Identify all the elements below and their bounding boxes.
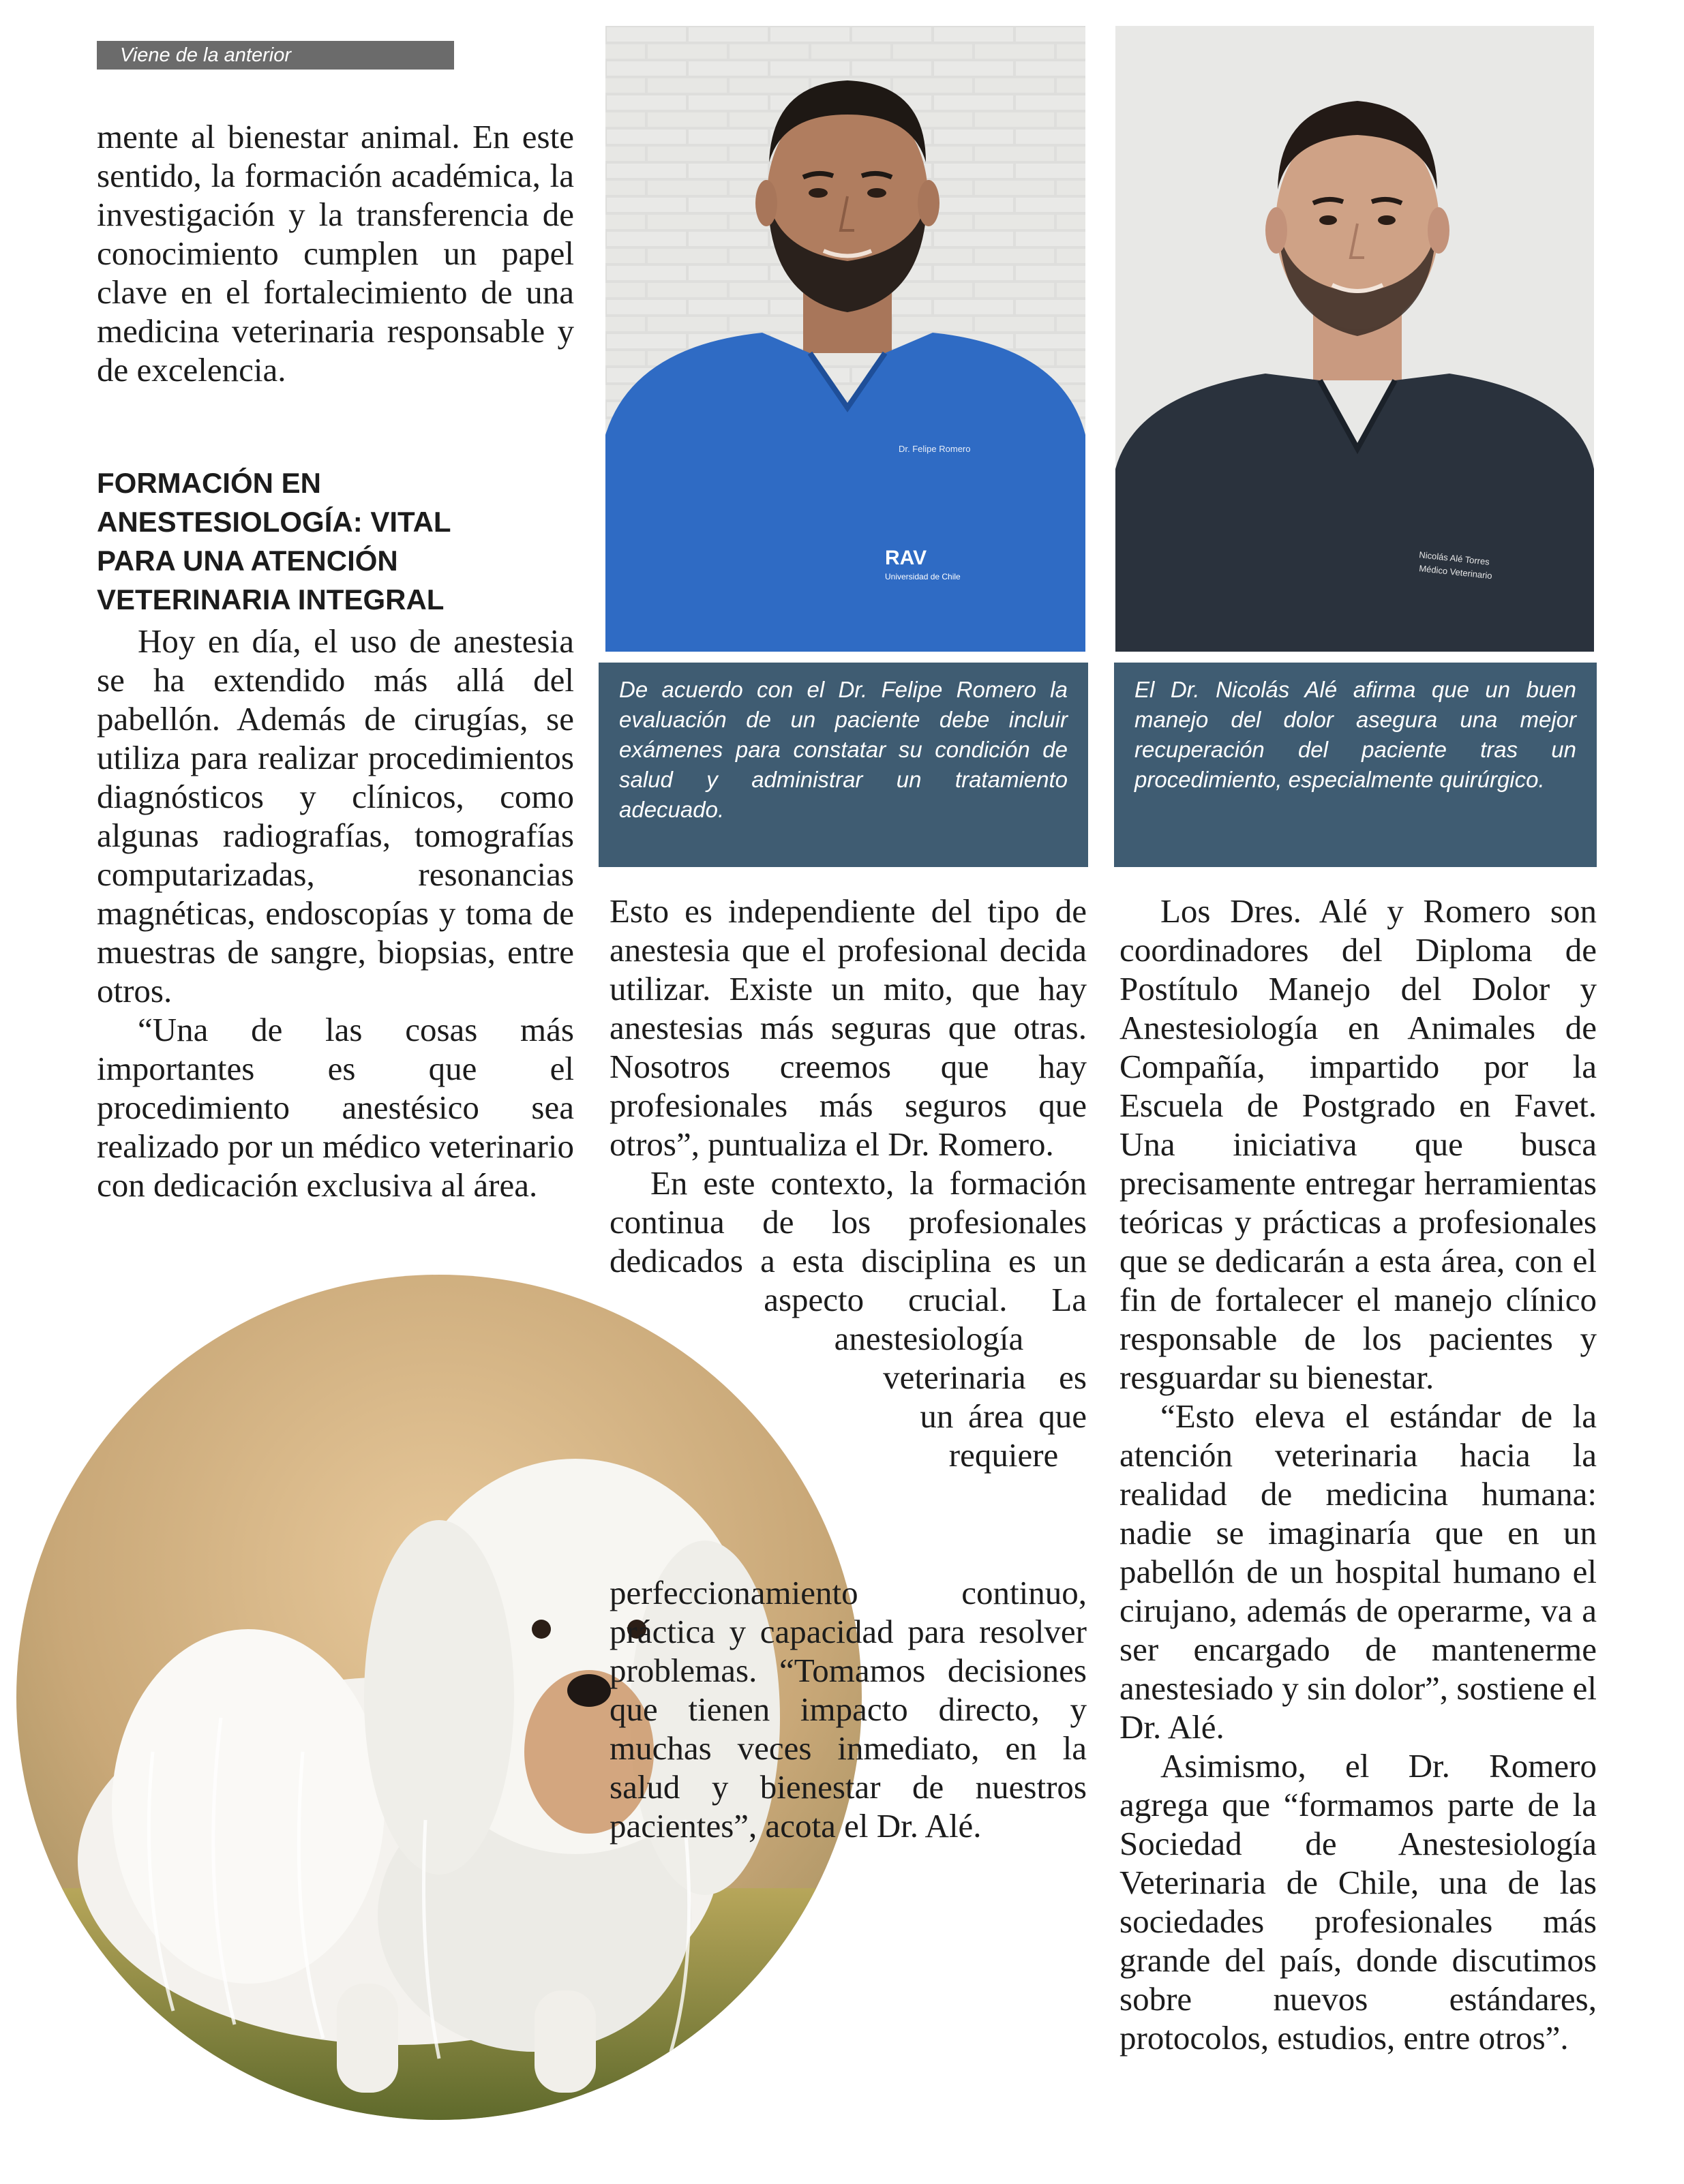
photo-felipe-romero bbox=[605, 26, 1085, 652]
column-1-intro bbox=[97, 117, 574, 389]
rav-logo-text: RAV bbox=[885, 547, 927, 569]
photo-nicolas-ale bbox=[1115, 26, 1594, 652]
column-1-body bbox=[97, 622, 574, 1204]
caption-ale: El Dr. Nicolás Alé afirma que un buen manejo del dolor asegura una mejor recuperación del paciente tras un procedimiento, especialmente quirúrgico. bbox=[1114, 663, 1597, 867]
scrub-name-text-ale: Nicolás Alé Torres bbox=[1418, 549, 1490, 567]
scrub-name-text: Dr. Felipe Romero bbox=[899, 444, 971, 454]
paragraph-continuous-training: En este contexto, la formación continua de los profesionales dedicados a esta disciplina es un aspecto crucial. La anestesiología veterinaria es un área que requiere perfeccionamiento continuo, práctica y capacidad para resolver problemas. “Tomamos decisiones que tienen impacto directo, y muchas veces inmediato, en la salud y bienestar de nuestros pacientes”, acota el Dr. Alé. bbox=[610, 1164, 1087, 1845]
paragraph-quote-ale: “Esto eleva el estándar de la atención veterinaria hacia la realidad de medicina humana: nadie se imaginaría que en un pabellón de un hospital humano el cirujano, además de operarme, va a ser encargado de mantenerme anestesiado y sin dolor”, sostiene el Dr. Alé. bbox=[1119, 1397, 1597, 1746]
section-heading: FORMACIÓN EN ANESTESIOLOGÍA: VITAL PARA UNA ATENCIÓN VETERINARIA INTEGRAL bbox=[97, 467, 451, 616]
paragraph-intro: mente al bienestar animal. En este sentido, la formación académica, la investigación y la transferencia de conocimiento cumplen un papel clave en el fortalecimiento de una medicina veterinaria responsable y de excelencia. bbox=[97, 118, 574, 389]
column-2 bbox=[610, 892, 1087, 1845]
paragraph-anesthesia-uses: Hoy en día, el uso de anestesia se ha extendido más allá del pabellón. Además de cirugías, se utiliza para realizar procedimientos diagnósticos y clínicos, como algunas radiografías, tomografías computarizadas, resonancias magnéticas, endoscopías y toma de muestras de sangre, biopsias, entre otros. bbox=[97, 622, 574, 1010]
paragraph-quote-romero: “Una de las cosas más importantes es que el procedimiento anestésico sea realizado por un médico veterinario con dedicación exclusiva al área. bbox=[97, 1011, 574, 1204]
university-logo-text: Universidad de Chile bbox=[885, 572, 961, 581]
portrait-romero-illustration bbox=[605, 26, 1085, 652]
caption-romero: De acuerdo con el Dr. Felipe Romero la evaluación de un paciente debe incluir exámenes para constatar su condición de salud y administrar un tratamiento adecuado. bbox=[599, 663, 1088, 867]
column-3 bbox=[1119, 892, 1597, 2057]
portrait-ale-illustration bbox=[1115, 26, 1594, 652]
scrub-title-text-ale: Médico Veterinario bbox=[1418, 563, 1493, 581]
paragraph-anesthesia-myth: Esto es independiente del tipo de anestesia que el profesional decida utilizar. Existe un mito, que hay anestesias más seguras que otras. Nosotros creemos que hay profesionales más seguros que otros”, puntualiza el Dr. Romero. bbox=[610, 892, 1087, 1163]
continued-from-previous-bar: Viene de la anterior bbox=[97, 41, 454, 70]
paragraph-anesthesiology-society: Asimismo, el Dr. Romero agrega que “formamos parte de la Sociedad de Anestesiología Veterinaria de Chile, una de las sociedades profesionales más grande del país, donde discutimos sobre nuevos estándares, protocolos, estudios, entre otros”. bbox=[1119, 1747, 1597, 2057]
paragraph-diploma-coordinators: Los Dres. Alé y Romero son coordinadores del Diploma de Postítulo Manejo del Dolor y Anestesiología en Animales de Compañía, impartido por la Escuela de Postgrado en Favet. Una iniciativa que busca precisamente entregar herramientas teóricas y prácticas a profesionales que se dedicarán a esta área, con el fin de fortalecer el manejo clínico responsable de los pacientes y resguardar su bienestar. bbox=[1119, 892, 1597, 1396]
